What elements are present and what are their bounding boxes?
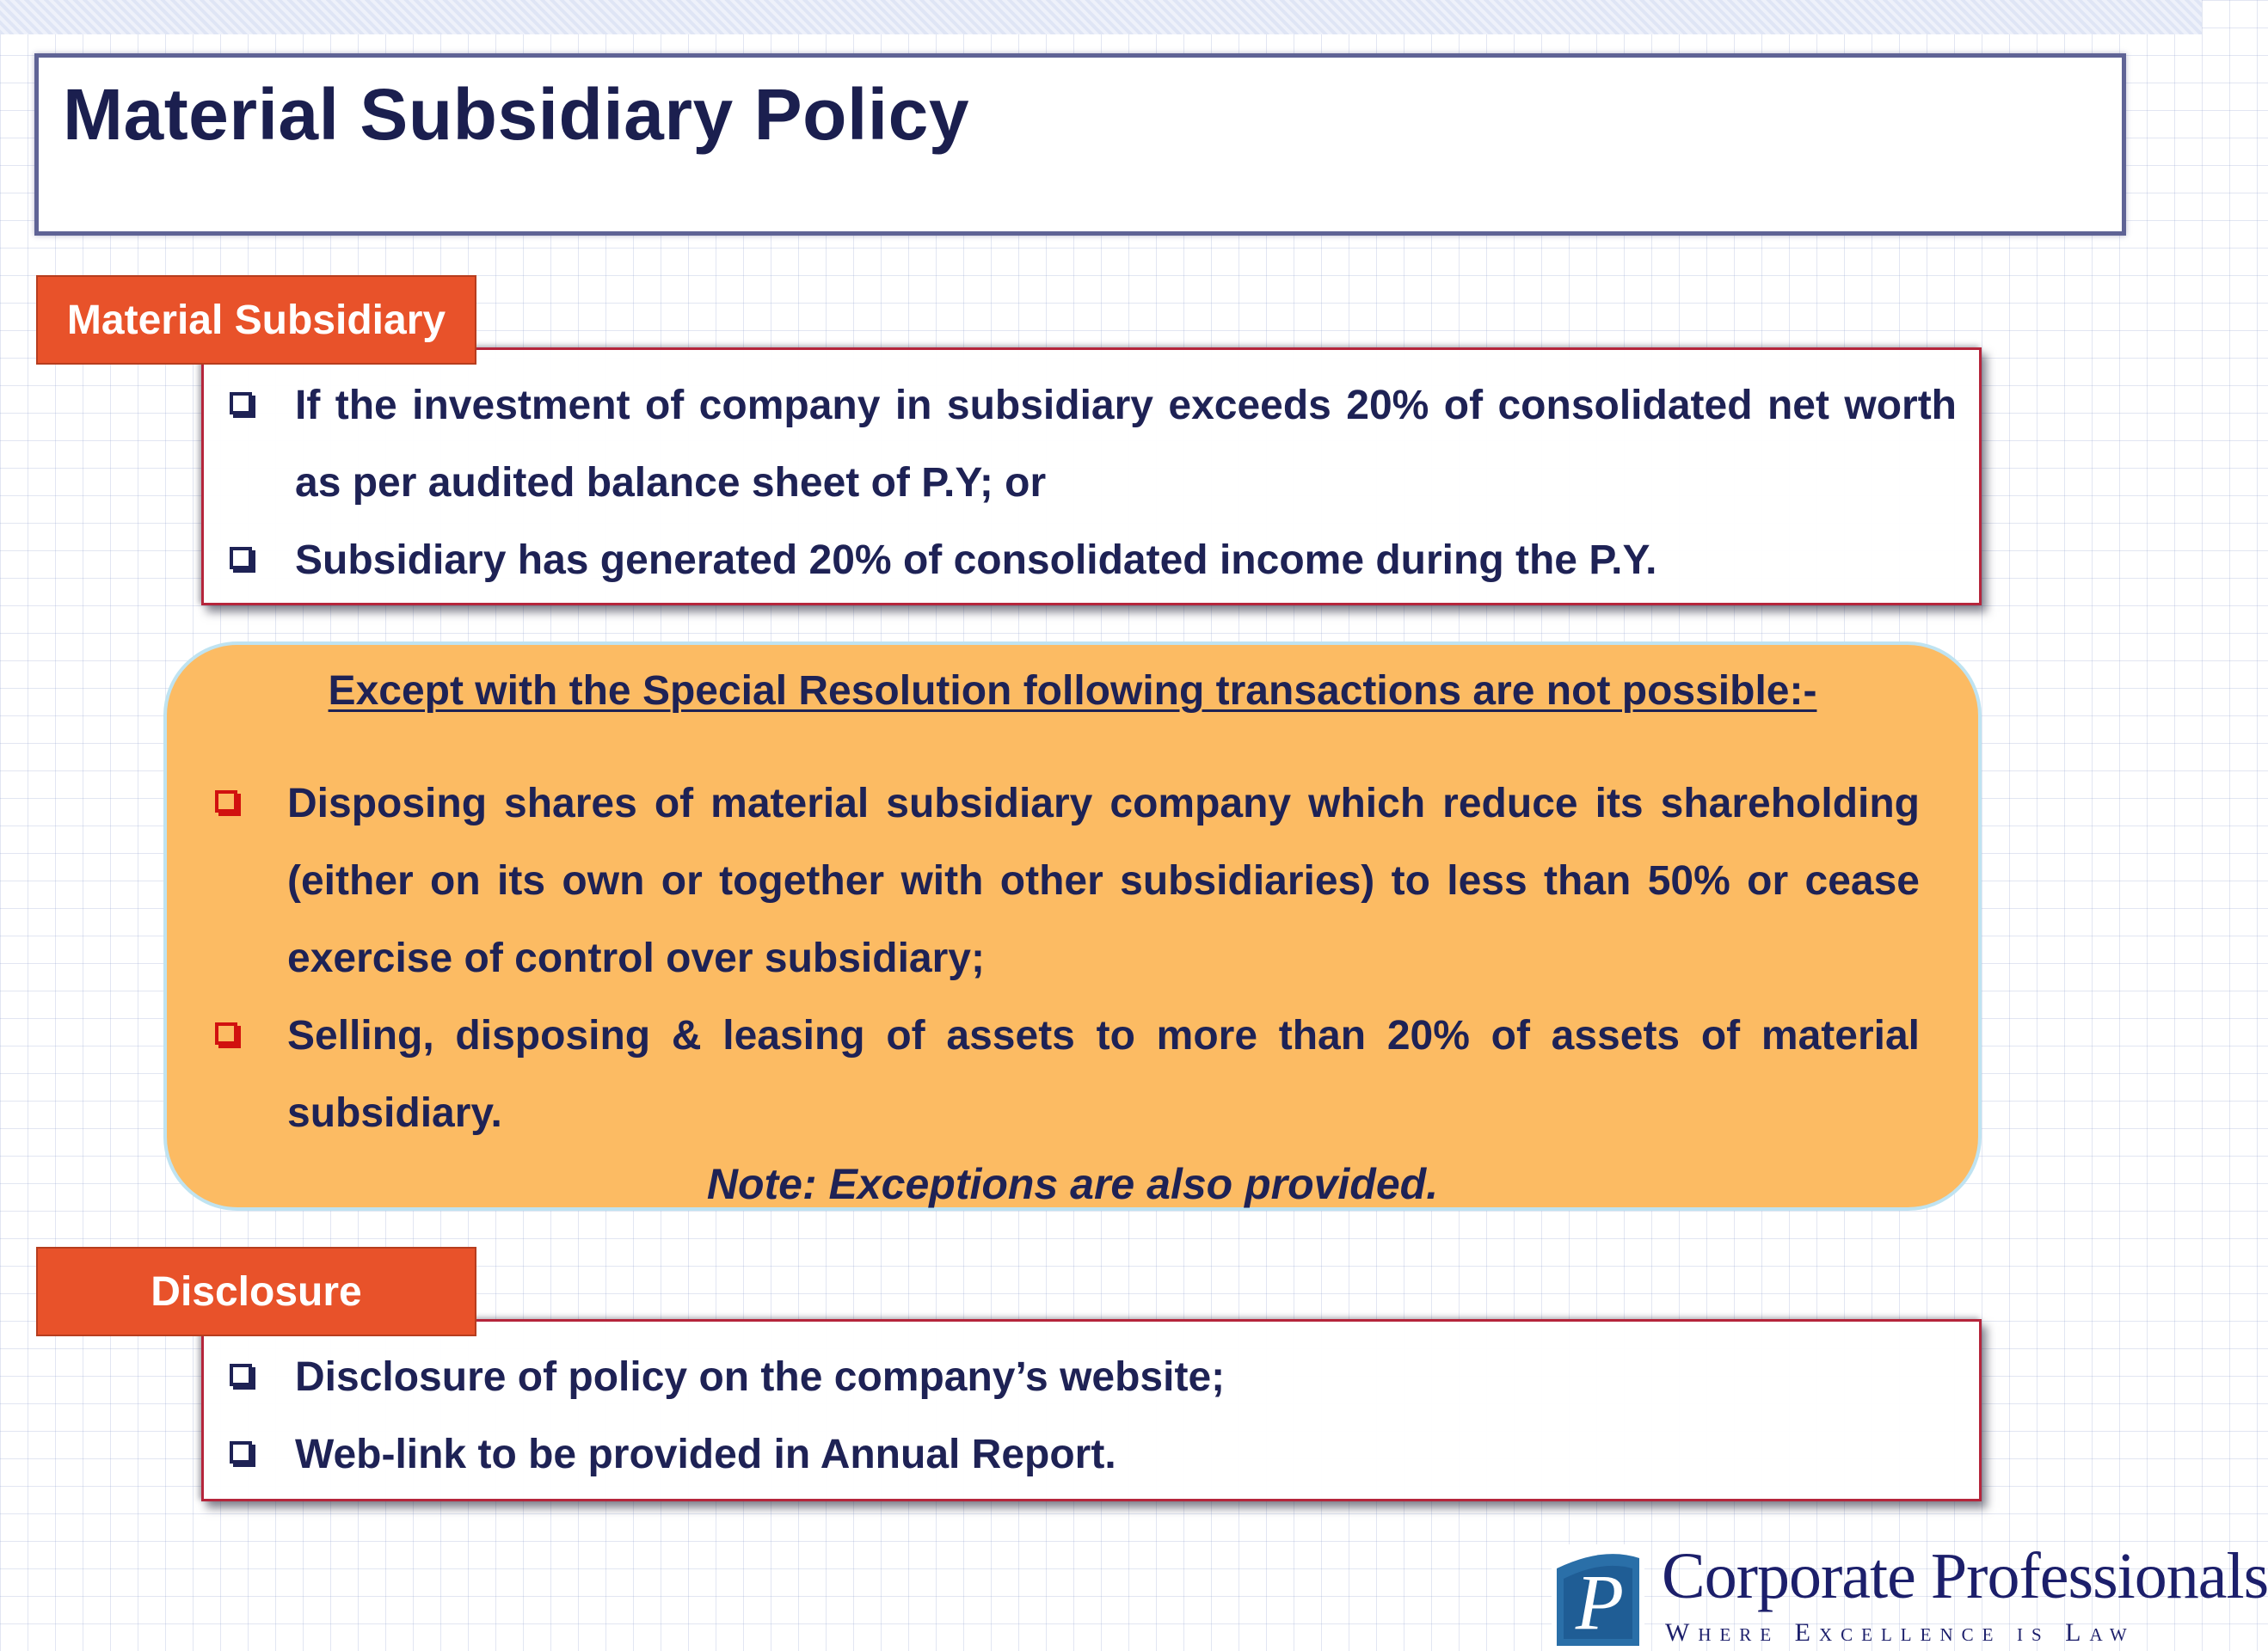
material-subsidiary-tab-label: Material Subsidiary: [66, 297, 446, 343]
checkbox-bullet-icon: [215, 1022, 237, 1045]
top-decorative-strip: [0, 0, 2202, 34]
material-subsidiary-box: [201, 347, 1982, 605]
logo-mark-letter: P: [1575, 1558, 1625, 1646]
list-item-text: Subsidiary has generated 20% of consolidated income during the P.Y.: [295, 537, 1657, 583]
corporate-professionals-logo: [1548, 1540, 2268, 1651]
logo-company-name: Corporate Professionals: [1662, 1540, 2268, 1612]
logo-tagline: Where Excellence is Law: [1665, 1618, 2136, 1647]
checkbox-bullet-icon: [230, 392, 252, 414]
checkbox-bullet-icon: [215, 790, 237, 813]
list-item-text: Disclosure of policy on the company’s website;: [295, 1354, 1226, 1400]
material-subsidiary-list: [204, 367, 1979, 599]
list-item-text: Web-link to be provided in Annual Report.: [295, 1432, 1116, 1477]
list-item: [204, 1416, 1979, 1494]
checkbox-bullet-icon: [230, 1364, 252, 1386]
disclosure-box: [201, 1319, 1982, 1501]
material-subsidiary-tab: [36, 275, 476, 365]
special-resolution-heading: Except with the Special Resolution following transactions are not possible:-: [328, 668, 1817, 714]
disclosure-tab-label: Disclosure: [151, 1268, 362, 1315]
logo-mark-icon: [1552, 1544, 1644, 1651]
list-item: [204, 1339, 1979, 1416]
list-item-text: Disposing shares of material subsidiary company which reduce its shareholding (either on its own or together with other subsidiaries) to less than 50% or cease exercise of control over subsidiary;: [287, 781, 1920, 981]
list-item-text: Selling, disposing & leasing of assets to more than 20% of assets of material subsidiary.: [287, 1013, 1920, 1136]
checkbox-bullet-icon: [230, 1441, 252, 1464]
exceptions-note: Note: Exceptions are also provided.: [706, 1160, 1439, 1208]
disclosure-tab: [36, 1247, 476, 1336]
special-resolution-panel: [163, 641, 1982, 1211]
slide-title: Material Subsidiary Policy: [63, 74, 970, 155]
list-item: [204, 522, 1979, 599]
special-resolution-list: [196, 765, 1942, 1152]
disclosure-list: [204, 1339, 1979, 1494]
list-item: [204, 367, 1979, 522]
list-item: [196, 765, 1942, 997]
title-box: [34, 53, 2126, 236]
list-item-text: If the investment of company in subsidiary exceeds 20% of consolidated net worth as per audited balance sheet of P.Y; or: [295, 383, 1957, 506]
checkbox-bullet-icon: [230, 547, 252, 569]
list-item: [196, 997, 1942, 1152]
